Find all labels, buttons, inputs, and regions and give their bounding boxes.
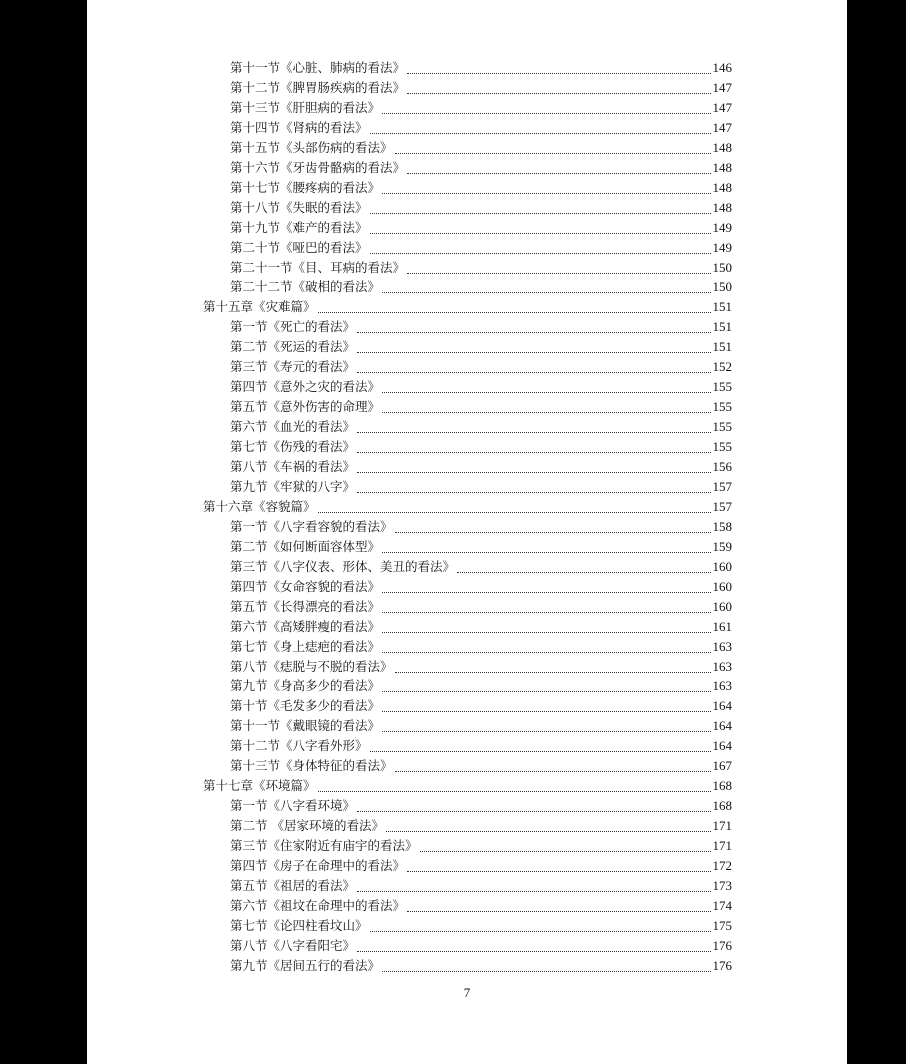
toc-section-entry: [230, 337, 732, 357]
toc-entry-title: 第十五节《头部伤病的看法》: [230, 139, 393, 155]
dot-leader: [382, 730, 710, 732]
toc-entry-title: 第九节《居间五行的看法》: [230, 957, 381, 973]
dot-leader: [318, 790, 711, 792]
toc-section-entry: [230, 218, 732, 238]
dot-leader: [395, 152, 711, 154]
dot-leader: [382, 710, 710, 712]
toc-entry-title: 第八节《八字看阳宅》: [230, 937, 356, 953]
dot-leader: [382, 631, 710, 633]
toc-entry-page: 163: [712, 678, 732, 694]
toc-chapter-entry: [203, 497, 732, 517]
toc-entry-title: 第一节《八字看容貌的看法》: [230, 518, 393, 534]
toc-entry-title: 第四节《意外之灾的看法》: [230, 379, 381, 395]
toc-entry-page: 175: [712, 917, 732, 933]
toc-section-entry: [230, 637, 732, 657]
toc-entry-page: 160: [712, 598, 732, 614]
toc-section-entry: [230, 118, 732, 138]
toc-entry-title: 第五节《意外伤害的命理》: [230, 399, 381, 415]
toc-entry-page: 152: [712, 359, 732, 375]
document-page: [87, 0, 847, 1064]
toc-section-entry: [230, 417, 732, 437]
toc-entry-title: 第十一节《戴眼镜的看法》: [230, 718, 381, 734]
toc-section-entry: [230, 617, 732, 637]
dot-leader: [395, 671, 711, 673]
dot-leader: [370, 132, 711, 134]
toc-entry-title: 第六节《祖坟在命理中的看法》: [230, 897, 406, 913]
toc-entry-title: 第十七章《环境篇》: [203, 778, 316, 794]
toc-entry-title: 第十二节《脾胃肠疾病的看法》: [230, 79, 406, 95]
dot-leader: [382, 651, 710, 653]
toc-section-entry: [230, 816, 732, 836]
toc-section-entry: [230, 597, 732, 617]
toc-section-entry: [230, 577, 732, 597]
toc-entry-title: 第十三节《身体特征的看法》: [230, 758, 393, 774]
toc-entry-title: 第二节 《居家环境的看法》: [230, 818, 384, 834]
dot-leader: [357, 950, 710, 952]
toc-section-entry: [230, 178, 732, 198]
toc-entry-title: 第一节《八字看环境》: [230, 798, 356, 814]
toc-entry-page: 151: [712, 299, 732, 315]
toc-entry-page: 163: [712, 658, 732, 674]
toc-section-entry: [230, 657, 732, 677]
dot-leader: [382, 690, 710, 692]
toc-entry-page: 148: [712, 139, 732, 155]
toc-entry-title: 第六节《血光的看法》: [230, 419, 356, 435]
toc-entry-title: 第二节《死运的看法》: [230, 339, 356, 355]
toc-section-entry: [230, 238, 732, 258]
toc-entry-page: 155: [712, 399, 732, 415]
toc-entry-page: 176: [712, 937, 732, 953]
toc-entry-page: 155: [712, 379, 732, 395]
toc-entry-title: 第七节《身上痣疤的看法》: [230, 638, 381, 654]
toc-section-entry: [230, 258, 732, 278]
toc-section-entry: [230, 138, 732, 158]
toc-entry-page: 146: [712, 60, 732, 75]
toc-entry-title: 第七节《论四柱看坟山》: [230, 917, 368, 933]
toc-section-entry: [230, 437, 732, 457]
toc-entry-page: 151: [712, 339, 732, 355]
dot-leader: [357, 451, 710, 453]
dot-leader: [382, 551, 710, 553]
dot-leader: [370, 232, 711, 234]
toc-entry-page: 171: [712, 818, 732, 834]
dot-leader: [382, 591, 710, 593]
toc-entry-page: 157: [712, 498, 732, 514]
toc-entry-page: 147: [712, 79, 732, 95]
dot-leader: [370, 212, 711, 214]
toc-section-entry: [230, 936, 732, 956]
toc-entry-title: 第三节《住家附近有庙宇的看法》: [230, 838, 418, 854]
toc-section-entry: [230, 477, 732, 497]
toc-section-entry: [230, 277, 732, 297]
toc-entry-page: 147: [712, 99, 732, 115]
toc-entry-page: 150: [712, 279, 732, 295]
toc-section-entry: [230, 397, 732, 417]
dot-leader: [407, 272, 710, 274]
toc-entry-title: 第十三节《肝胆病的看法》: [230, 99, 381, 115]
toc-entry-title: 第三节《八字仪表、形体、美丑的看法》: [230, 558, 456, 574]
dot-leader: [357, 431, 710, 433]
toc-entry-page: 173: [712, 877, 732, 893]
dot-leader: [407, 72, 710, 74]
toc-entry-title: 第二十节《哑巴的看法》: [230, 239, 368, 255]
toc-entry-page: 148: [712, 179, 732, 195]
toc-section-entry: [230, 876, 732, 896]
toc-entry-page: 164: [712, 718, 732, 734]
toc-chapter-entry: [203, 297, 732, 317]
toc-section-entry: [230, 98, 732, 118]
toc-entry-page: 151: [712, 319, 732, 335]
toc-entry-title: 第十四节《肾病的看法》: [230, 119, 368, 135]
toc-entry-title: 第十八节《失眠的看法》: [230, 199, 368, 215]
toc-entry-title: 第九节《牢狱的八字》: [230, 478, 356, 494]
page-number: 7: [463, 985, 471, 1000]
toc-section-entry: [230, 317, 732, 337]
dot-leader: [357, 351, 710, 353]
dot-leader: [457, 571, 710, 573]
toc-entry-page: 168: [712, 778, 732, 794]
toc-section-entry: [230, 736, 732, 756]
toc-entry-page: 147: [712, 119, 732, 135]
toc-entry-page: 172: [712, 858, 732, 873]
toc-entry-page: 176: [712, 957, 732, 973]
dot-leader: [357, 491, 710, 493]
toc-entry-page: 149: [712, 239, 732, 255]
toc-entry-title: 第十五章《灾难篇》: [203, 299, 316, 315]
toc-entry-page: 160: [712, 558, 732, 574]
toc-section-entry: [230, 557, 732, 577]
toc-entry-page: 160: [712, 578, 732, 594]
dot-leader: [382, 411, 710, 413]
toc-entry-title: 第五节《祖居的看法》: [230, 877, 356, 893]
dot-leader: [370, 930, 711, 932]
dot-leader: [386, 830, 711, 832]
toc-section-entry: [230, 457, 732, 477]
toc-entry-title: 第四节《女命容貌的看法》: [230, 578, 381, 594]
dot-leader: [407, 870, 710, 872]
toc-entry-page: 156: [712, 459, 732, 474]
dot-leader: [420, 850, 711, 852]
toc-section-entry: [230, 676, 732, 696]
toc-entry-title: 第五节《长得漂亮的看法》: [230, 598, 381, 614]
toc-entry-title: 第二十二节《破相的看法》: [230, 279, 381, 295]
toc-section-entry: [230, 377, 732, 397]
toc-entry-page: 158: [712, 518, 732, 534]
toc-entry-page: 167: [712, 758, 732, 774]
toc-entry-title: 第十节《毛发多少的看法》: [230, 698, 381, 714]
toc-entry-title: 第十二节《八字看外形》: [230, 738, 368, 754]
toc-entry-title: 第九节《身高多少的看法》: [230, 678, 381, 694]
toc-section-entry: [230, 158, 732, 178]
toc-section-entry: [230, 956, 732, 976]
dot-leader: [382, 611, 710, 613]
dot-leader: [407, 910, 710, 912]
toc-entry-title: 第四节《房子在命理中的看法》: [230, 858, 406, 873]
dot-leader: [407, 92, 710, 94]
dot-leader: [357, 371, 710, 373]
toc-section-entry: [230, 357, 732, 377]
toc-entry-title: 第三节《寿元的看法》: [230, 359, 356, 375]
dot-leader: [407, 172, 710, 174]
dot-leader: [382, 192, 710, 194]
toc-entry-title: 第十六节《牙齿骨骼病的看法》: [230, 159, 406, 175]
toc-section-entry: [230, 896, 732, 916]
toc-entry-page: 150: [712, 259, 732, 275]
toc-entry-page: 149: [712, 219, 732, 235]
dot-leader: [357, 810, 710, 812]
dot-leader: [357, 890, 710, 892]
toc-section-entry: [230, 796, 732, 816]
toc-entry-page: 159: [712, 538, 732, 554]
toc-entry-title: 第一节《死亡的看法》: [230, 319, 356, 335]
dot-leader: [395, 770, 711, 772]
toc-section-entry: [230, 198, 732, 218]
toc-entry-page: 155: [712, 439, 732, 455]
toc-entry-title: 第六节《高矮胖瘦的看法》: [230, 618, 381, 634]
toc-entry-title: 第二十一节《目、耳病的看法》: [230, 259, 406, 275]
toc-entry-title: 第二节《如何断面容体型》: [230, 538, 381, 554]
dot-leader: [357, 471, 710, 473]
toc-section-entry: [230, 836, 732, 856]
toc-entry-title: 第十九节《难产的看法》: [230, 219, 368, 235]
toc-entry-page: 148: [712, 199, 732, 215]
dot-leader: [370, 750, 711, 752]
toc-section-entry: [230, 916, 732, 936]
dot-leader: [318, 311, 711, 313]
toc-entry-page: 163: [712, 638, 732, 654]
toc-section-entry: [230, 58, 732, 78]
dot-leader: [370, 252, 711, 254]
toc-section-entry: [230, 756, 732, 776]
toc-entry-page: 164: [712, 738, 732, 754]
toc-chapter-entry: [203, 776, 732, 796]
toc-entry-page: 155: [712, 419, 732, 435]
toc-entry-page: 157: [712, 478, 732, 494]
toc-entry-page: 161: [712, 618, 732, 634]
dot-leader: [382, 112, 710, 114]
toc-section-entry: [230, 696, 732, 716]
toc-entry-page: 148: [712, 159, 732, 175]
toc-section-entry: [230, 78, 732, 98]
toc-entry-title: 第十六章《容貌篇》: [203, 498, 316, 514]
toc-entry-page: 164: [712, 698, 732, 714]
toc-entry-title: 第十七节《腰疼病的看法》: [230, 179, 381, 195]
dot-leader: [395, 531, 711, 533]
dot-leader: [382, 391, 710, 393]
dot-leader: [382, 970, 710, 972]
toc-entry-title: 第十一节《心脏、肺病的看法》: [230, 60, 406, 75]
toc-entry-title: 第八节《痣脱与不脱的看法》: [230, 658, 393, 674]
dot-leader: [382, 291, 710, 293]
toc-entry-title: 第七节《伤残的看法》: [230, 439, 356, 455]
toc-entry-page: 171: [712, 838, 732, 854]
toc-entry-page: 168: [712, 798, 732, 814]
toc-section-entry: [230, 716, 732, 736]
dot-leader: [318, 511, 711, 513]
toc-section-entry: [230, 517, 732, 537]
toc-entry-page: 174: [712, 897, 732, 913]
toc-section-entry: [230, 537, 732, 557]
dot-leader: [357, 331, 710, 333]
toc-entry-title: 第八节《车祸的看法》: [230, 459, 356, 474]
toc-section-entry: [230, 856, 732, 876]
